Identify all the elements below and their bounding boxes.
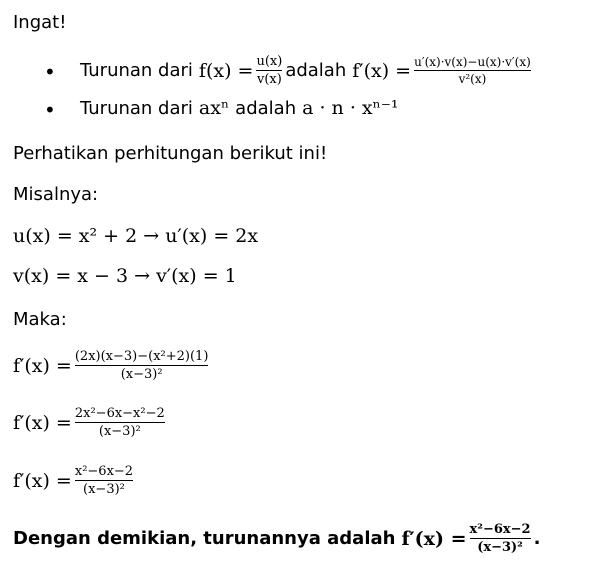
maka-label: Maka: <box>13 309 67 330</box>
rule-2-mid: adalah <box>235 97 297 119</box>
step-2-denominator: (x−3)² <box>98 424 141 439</box>
step-1-denominator: (x−3)² <box>120 367 163 382</box>
step-2-fraction <box>75 406 165 439</box>
step-3-numerator: x²−6x−2 <box>74 464 134 479</box>
step-3-fraction <box>75 464 133 497</box>
rule-1-fpx: f′(x) = <box>352 59 412 82</box>
v-definition: v(x) = x − 3 → v′(x) = 1 <box>13 265 237 287</box>
step-3-denominator: (x−3)² <box>83 482 125 497</box>
rule-1-derivative-denominator: v²(x) <box>458 72 487 86</box>
conclusion-numerator: x²−6x−2 <box>469 522 531 537</box>
intro-text: Ingat! <box>13 12 67 33</box>
misal-label: Misalnya: <box>13 184 99 205</box>
rule-1-fraction <box>256 54 282 87</box>
note-text: Perhatikan perhitungan berikut ini! <box>13 143 328 164</box>
fraction-bar <box>75 480 133 481</box>
u-definition: u(x) = x² + 2 → u′(x) = 2x <box>13 225 259 247</box>
rule-2-prefix: Turunan dari <box>80 97 193 119</box>
step-2-lhs: f′(x) = <box>13 411 72 434</box>
rule-1-fx: f(x) = <box>198 59 254 82</box>
conclusion-denominator: (x−3)² <box>477 540 523 555</box>
rule-1-derivative-numerator: u′(x)·v(x)−u(x)·v′(x) <box>414 55 531 69</box>
bullet-icon: • <box>44 60 56 84</box>
conclusion <box>13 522 540 555</box>
step-1-lhs: f′(x) = <box>13 354 72 377</box>
fraction-bar <box>470 538 531 539</box>
step-3 <box>13 464 136 497</box>
step-1 <box>13 349 211 382</box>
fraction-bar <box>75 422 165 423</box>
fraction-bar <box>75 365 209 366</box>
step-1-numerator: (2x)(x−3)−(x²+2)(1) <box>74 349 209 364</box>
fraction-bar <box>414 70 531 71</box>
rule-2-expr1: axⁿ <box>198 97 230 119</box>
rule-1-prefix: Turunan dari <box>80 60 193 81</box>
conclusion-lhs: f′(x) = <box>401 527 467 550</box>
step-2 <box>13 406 168 439</box>
conclusion-period: . <box>533 528 541 549</box>
rule-1-denominator: v(x) <box>256 72 282 87</box>
bullet-icon: • <box>44 98 56 122</box>
fraction-bar <box>256 70 282 71</box>
rule-1-numerator: u(x) <box>256 54 283 69</box>
rule-1-mid: adalah <box>285 60 347 81</box>
rule-2-expr2: a · n · xⁿ⁻¹ <box>302 97 399 119</box>
conclusion-text: Dengan demikian, turunannya adalah <box>13 528 396 549</box>
rule-2 <box>80 97 399 119</box>
rule-1-derivative-fraction <box>414 55 531 86</box>
step-1-fraction <box>75 349 209 382</box>
step-2-numerator: 2x²−6x−x²−2 <box>74 406 165 421</box>
rule-1 <box>80 54 534 87</box>
step-3-lhs: f′(x) = <box>13 469 72 492</box>
conclusion-fraction <box>470 522 531 555</box>
